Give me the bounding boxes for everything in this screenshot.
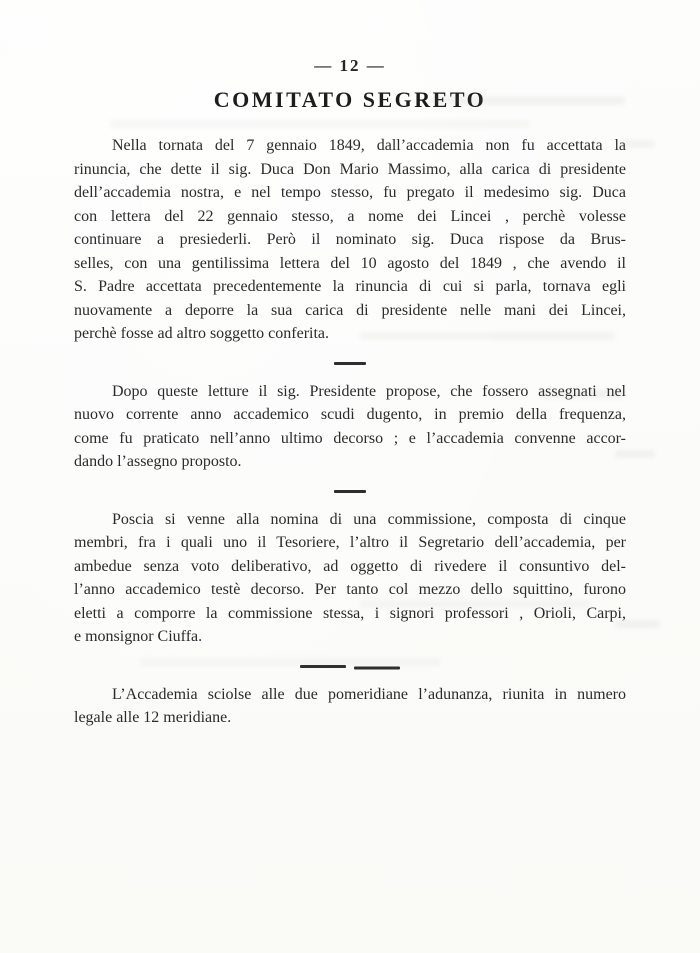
text-line: dell’accademia nostra, e nel tempo stesso, fu pregato il medesimo sig. Duca	[74, 184, 626, 201]
divider-rule	[334, 362, 366, 365]
text-line: e monsignor Ciuffa.	[74, 628, 203, 645]
paragraph	[74, 508, 626, 649]
page-number: — 12 —	[314, 56, 386, 75]
text-line: Nella tornata del 7 gennaio 1849, dall’accademia non fu accettata la	[112, 137, 626, 154]
section-divider	[74, 488, 626, 496]
divider-rule	[334, 490, 366, 493]
text-line: Dopo queste letture il sig. Presidente propose, che fossero assegnati nel	[112, 382, 626, 400]
paragraph	[74, 380, 626, 474]
text-line: perchè fosse ad altro soggetto conferita.	[74, 325, 330, 342]
text-line: L’Accademia sciolse alle due pomeridiane l’adunanza, riunita in numero	[112, 685, 626, 703]
divider-rule	[354, 667, 400, 670]
section-divider	[74, 663, 626, 671]
paragraph	[74, 134, 626, 346]
text-line: con lettera del 22 gennaio stesso, a nome dei Lincei , perchè volesse	[74, 207, 626, 225]
page-title: COMITATO SEGRETO	[213, 87, 487, 112]
text-line: dando l’assegno proposto.	[74, 453, 242, 470]
section-divider	[74, 360, 626, 368]
bleed-through-artifact	[110, 120, 530, 128]
text-line: continuare a presiederli. Però il nominato sig. Duca rispose da Brus-	[74, 231, 626, 248]
text-line: legale alle 12 meridiane.	[74, 709, 232, 726]
paragraph	[74, 683, 626, 730]
text-line: nuovo corrente anno accademico scudi dugento, in premio della frequenza,	[74, 406, 626, 423]
text-line: eletti a comporre la commissione stessa, i signori professori , Orioli, Carpi,	[74, 604, 626, 622]
divider-rule	[300, 665, 346, 668]
text-line: Poscia si venne alla nomina di una commissione, composta di cinque	[112, 510, 626, 528]
text-line: membri, fra i quali uno il Tesoriere, l’altro il Segretario dell’accademia, per	[74, 534, 626, 551]
text-line: rinuncia, che dette il sig. Duca Don Mario Massimo, alla carica di presidente	[74, 160, 626, 178]
text-line: S. Padre accettata precedentemente la rinuncia di cui si parla, tornava egli	[74, 278, 626, 295]
text-line: come fu praticato nell’anno ultimo decorso ; e l’accademia convenne accor-	[74, 429, 626, 447]
text-line: l’anno accademico testè decorso. Per tanto col mezzo dello squittino, furono	[74, 581, 626, 598]
text-line: nuovamente a deporre la sua carica di presidente nelle mani dei Lincei,	[74, 301, 626, 319]
text-line: ambedue senza voto deliberativo, ad oggetto di rivedere il consuntivo del-	[74, 557, 626, 575]
text-line: selles, con una gentilissima lettera del 10 agosto del 1849 , che avendo il	[74, 254, 626, 272]
